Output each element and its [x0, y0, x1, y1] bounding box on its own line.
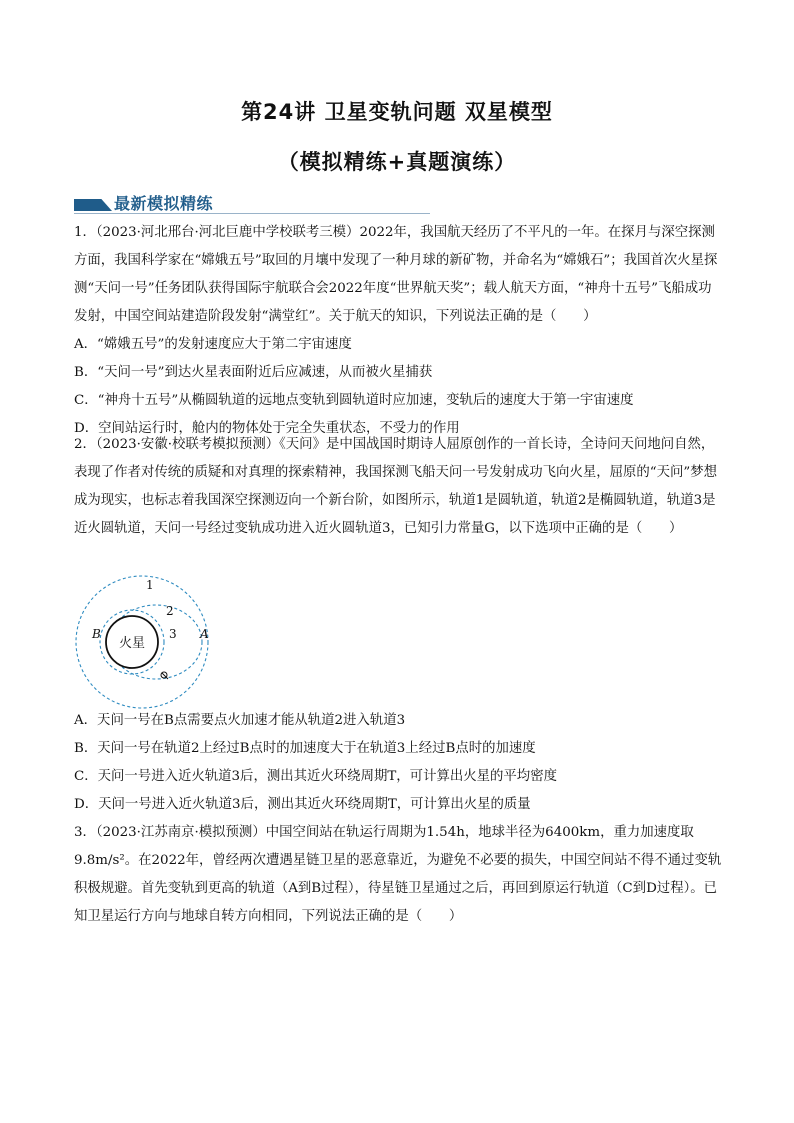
- question-2-option-b: B．天问一号在轨道2上经过B点时的加速度大于在轨道3上经过B点时的加速度: [74, 741, 536, 756]
- question-2-option-d: D．天问一号进入近火轨道3后，测出其近火环绕周期T，可计算出火星的质量: [74, 797, 531, 812]
- question-3-stem: 3．（2023·江苏南京·模拟预测）中国空间站在轨运行周期为1.54h，地球半径为6400km，重力加速度取9.8m/s²。在2022年，曾经两次遭遇星链卫星的恶意靠近，为避免不必要的损失，中国空间站不得不通过变轨积极规避。首先变轨到更高的轨道（A到B过程），待星链卫星通过之后，再回到原运行轨道（C到D过程）。已知卫星运行方向与地球自转方向相同，下列说法正确的是（ ）: [74, 825, 722, 924]
- question-1-option-c: C．“神舟十五号”从椭圆轨道的远地点变轨到圆轨道时应加速，变轨后的速度大于第一宇宙速度: [74, 393, 634, 408]
- banner-accent-bar: [74, 199, 112, 211]
- orbit-2-label: 2: [166, 604, 174, 618]
- orbit-1-label: 1: [146, 578, 154, 592]
- planet-label: 火星: [118, 636, 146, 651]
- question-2: [74, 431, 724, 543]
- banner-underline: [74, 213, 430, 214]
- question-1-option-d: D．空间站运行时，舱内的物体处于完全失重状态，不受力的作用: [74, 421, 460, 436]
- point-a-label: A: [200, 627, 209, 641]
- orbit-diagram: [72, 572, 212, 712]
- question-1: [74, 219, 724, 443]
- question-1-option-b: B．“天问一号”到达火星表面附近后应减速，从而被火星捕获: [74, 365, 433, 380]
- page-title: 第24讲 卫星变轨问题 双星模型: [241, 100, 553, 124]
- question-1-option-a: A．“嫦娥五号”的发射速度应大于第二宇宙速度: [74, 337, 352, 352]
- question-3: [74, 819, 724, 931]
- orbit-diagram-svg: [72, 572, 212, 712]
- section-label: 最新模拟精练: [114, 194, 214, 213]
- question-1-stem: 1．（2023·河北邢台·河北巨鹿中学校联考三模）2022年，我国航天经历了不平凡的一年。在探月与深空探测方面，我国科学家在“嫦娥五号”取回的月壤中发现了一种月球的新矿物，并命名为“嫦娥石”；我国首次火星探测“天问一号”任务团队获得国际宇航联合会2022年度“世界航天奖”；载人航天方面，“神舟十五号”飞船成功发射，中国空间站建造阶段发射“满堂红”。关于航天的知识，下列说法正确的是（ ）: [74, 225, 718, 324]
- point-b-label: B: [92, 627, 101, 641]
- question-2-option-c: C．天问一号进入近火轨道3后，测出其近火环绕周期T，可计算出火星的平均密度: [74, 769, 557, 784]
- orbit-3-label: 3: [169, 627, 177, 641]
- page-subtitle: （模拟精练+真题演练）: [277, 150, 517, 174]
- question-2-options: [74, 707, 724, 819]
- section-banner: [74, 193, 430, 215]
- question-2-stem: 2．（2023·安徽·校联考模拟预测）《天问》是中国战国时期诗人屈原创作的一首长诗，全诗问天问地问自然，表现了作者对传统的质疑和对真理的探索精神，我国探测飞船天问一号发射成功飞向火星，屈原的“天问”梦想成为现实，也标志着我国深空探测迈向一个新台阶，如图所示，轨道1是圆轨道，轨道2是椭圆轨道，轨道3是近火圆轨道，天问一号经过变轨成功进入近火圆轨道3，已知引力常量G，以下选项中正确的是（ ）: [74, 437, 718, 536]
- question-2-option-a: A．天问一号在B点需要点火加速才能从轨道2进入轨道3: [74, 713, 406, 728]
